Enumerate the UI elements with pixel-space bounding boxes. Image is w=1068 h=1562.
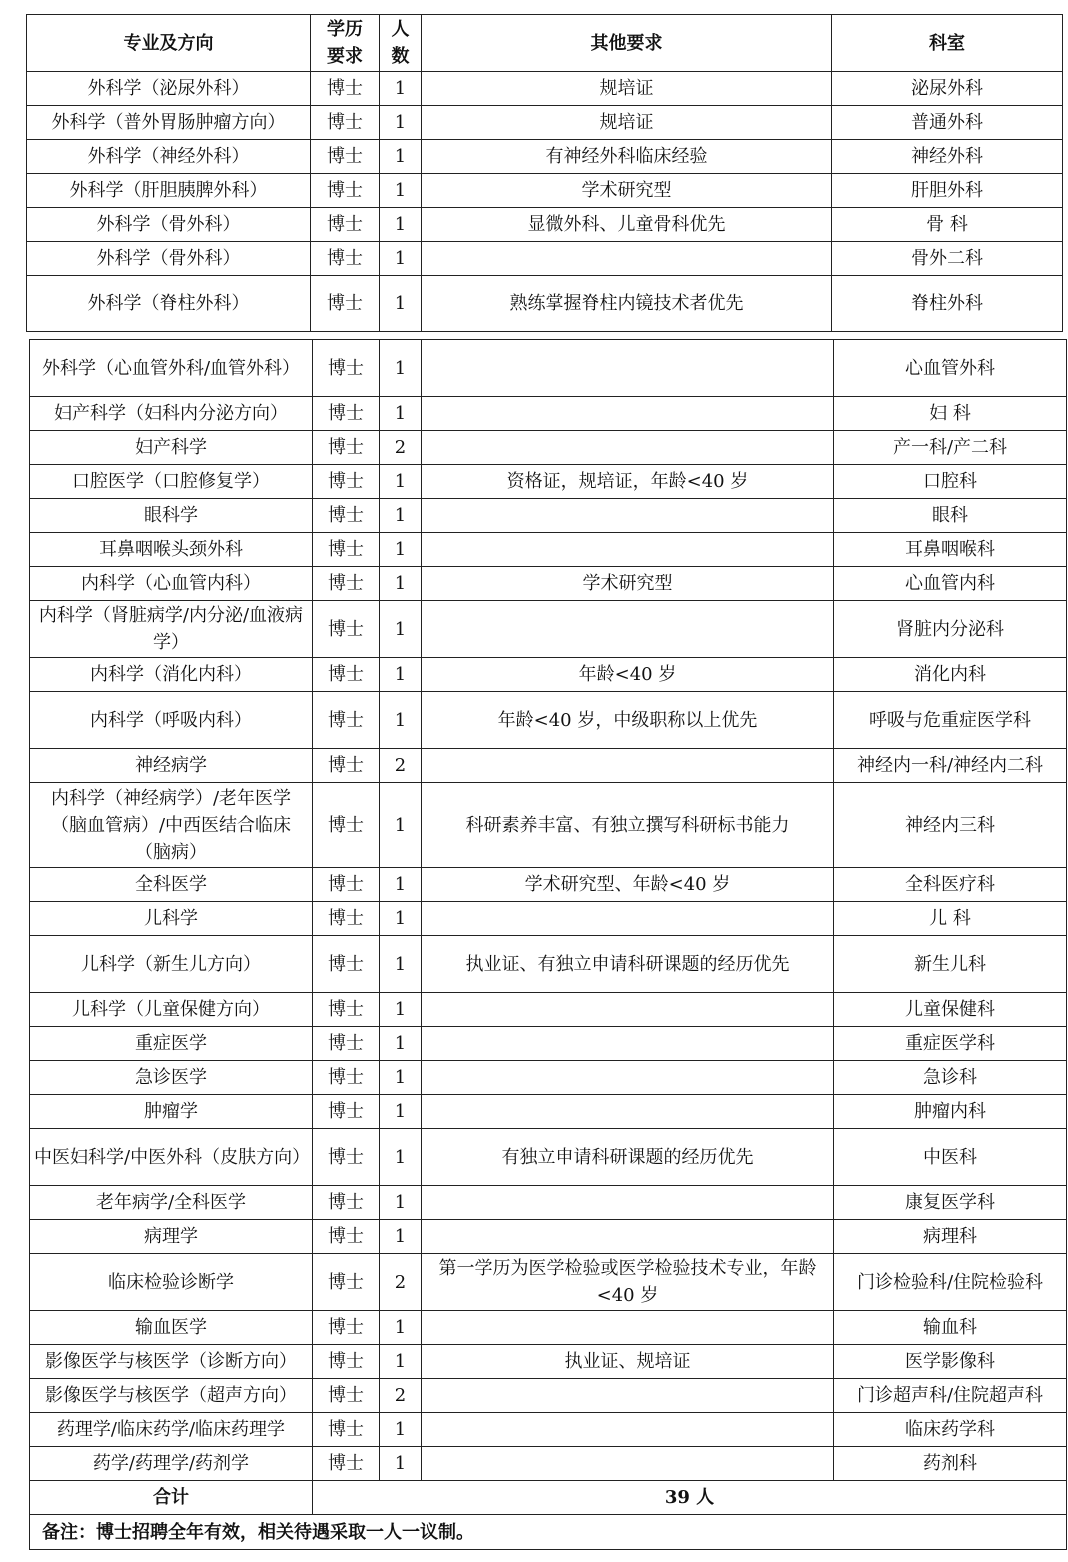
degree-cell: 博士 <box>313 431 380 465</box>
major-cell: 外科学（泌尿外科） <box>27 72 311 106</box>
degree-cell: 博士 <box>313 692 380 749</box>
table-row <box>30 1061 1067 1095</box>
count-cell: 1 <box>380 533 422 567</box>
degree-cell: 博士 <box>313 936 380 993</box>
other-requirements-cell: 学术研究型、年龄<40 岁 <box>422 868 834 902</box>
department-cell: 医学影像科 <box>834 1345 1067 1379</box>
count-cell: 1 <box>380 242 422 276</box>
table-row <box>27 72 1063 106</box>
degree-cell: 博士 <box>311 106 380 140</box>
major-cell: 外科学（骨外科） <box>27 208 311 242</box>
department-cell: 心血管内科 <box>834 567 1067 601</box>
major-cell: 外科学（心血管外科/血管外科） <box>30 340 313 397</box>
major-cell: 影像医学与核医学（超声方向） <box>30 1379 313 1413</box>
other-requirements-cell: 学术研究型 <box>422 174 832 208</box>
count-cell: 1 <box>380 276 422 332</box>
major-cell: 急诊医学 <box>30 1061 313 1095</box>
department-cell: 临床药学科 <box>834 1413 1067 1447</box>
count-cell: 1 <box>380 1027 422 1061</box>
other-requirements-cell <box>422 533 834 567</box>
count-cell: 1 <box>380 140 422 174</box>
other-requirements-cell: 执业证、有独立申请科研课题的经历优先 <box>422 936 834 993</box>
table-row <box>30 1345 1067 1379</box>
department-cell: 骨 科 <box>832 208 1063 242</box>
department-cell: 普通外科 <box>832 106 1063 140</box>
table-row <box>27 276 1063 332</box>
table-row <box>30 533 1067 567</box>
other-requirements-cell: 有神经外科临床经验 <box>422 140 832 174</box>
count-cell: 1 <box>380 340 422 397</box>
degree-cell: 博士 <box>313 1447 380 1481</box>
major-cell: 外科学（骨外科） <box>27 242 311 276</box>
count-cell: 1 <box>380 1186 422 1220</box>
degree-cell: 博士 <box>313 1061 380 1095</box>
department-cell: 心血管外科 <box>834 340 1067 397</box>
count-cell: 1 <box>380 936 422 993</box>
major-cell: 儿科学（儿童保健方向） <box>30 993 313 1027</box>
other-requirements-cell <box>422 1311 834 1345</box>
other-requirements-cell <box>422 1061 834 1095</box>
other-requirements-cell <box>422 1027 834 1061</box>
department-cell: 儿 科 <box>834 902 1067 936</box>
department-cell: 眼科 <box>834 499 1067 533</box>
table-row <box>30 1311 1067 1345</box>
department-cell: 妇 科 <box>834 397 1067 431</box>
major-cell: 妇产科学（妇科内分泌方向） <box>30 397 313 431</box>
table-row <box>30 658 1067 692</box>
department-cell: 新生儿科 <box>834 936 1067 993</box>
table-row <box>30 1220 1067 1254</box>
count-cell: 1 <box>380 397 422 431</box>
department-cell: 产一科/产二科 <box>834 431 1067 465</box>
table-row <box>30 601 1067 658</box>
degree-cell: 博士 <box>313 1413 380 1447</box>
other-requirements-cell: 科研素养丰富、有独立撰写科研标书能力 <box>422 783 834 868</box>
degree-cell: 博士 <box>313 1311 380 1345</box>
count-cell: 1 <box>380 1220 422 1254</box>
table-body-part-2 <box>30 340 1067 1481</box>
other-requirements-cell <box>422 431 834 465</box>
department-cell: 门诊超声科/住院超声科 <box>834 1379 1067 1413</box>
count-cell: 1 <box>380 658 422 692</box>
note-text: 备注：博士招聘全年有效，相关待遇采取一人一议制。 <box>30 1515 1067 1550</box>
degree-cell: 博士 <box>313 1186 380 1220</box>
degree-cell: 博士 <box>313 499 380 533</box>
table-row <box>27 208 1063 242</box>
header-degree: 学历 要求 <box>311 15 380 72</box>
count-cell: 1 <box>380 783 422 868</box>
major-cell: 重症医学 <box>30 1027 313 1061</box>
header-major: 专业及方向 <box>27 15 311 72</box>
degree-cell: 博士 <box>313 340 380 397</box>
count-cell: 1 <box>380 1413 422 1447</box>
major-cell: 外科学（肝胆胰脾外科） <box>27 174 311 208</box>
other-requirements-cell <box>422 1413 834 1447</box>
table-row <box>30 936 1067 993</box>
major-cell: 神经病学 <box>30 749 313 783</box>
degree-cell: 博士 <box>313 1345 380 1379</box>
degree-cell: 博士 <box>313 1095 380 1129</box>
count-cell: 2 <box>380 1254 422 1311</box>
other-requirements-cell: 有独立申请科研课题的经历优先 <box>422 1129 834 1186</box>
other-requirements-cell: 执业证、规培证 <box>422 1345 834 1379</box>
table-row <box>30 397 1067 431</box>
degree-cell: 博士 <box>313 601 380 658</box>
table-row <box>27 242 1063 276</box>
table-row <box>30 1413 1067 1447</box>
major-cell: 儿科学 <box>30 902 313 936</box>
table-row <box>30 499 1067 533</box>
major-cell: 临床检验诊断学 <box>30 1254 313 1311</box>
count-cell: 1 <box>380 72 422 106</box>
count-cell: 1 <box>380 868 422 902</box>
table-row <box>27 174 1063 208</box>
degree-cell: 博士 <box>313 567 380 601</box>
other-requirements-cell <box>422 397 834 431</box>
degree-cell: 博士 <box>311 72 380 106</box>
table-row <box>30 567 1067 601</box>
major-cell: 老年病学/全科医学 <box>30 1186 313 1220</box>
other-requirements-cell: 规培证 <box>422 106 832 140</box>
department-cell: 呼吸与危重症医学科 <box>834 692 1067 749</box>
table-row <box>27 106 1063 140</box>
other-requirements-cell <box>422 1186 834 1220</box>
department-cell: 神经内三科 <box>834 783 1067 868</box>
department-cell: 耳鼻咽喉科 <box>834 533 1067 567</box>
other-requirements-cell <box>422 1220 834 1254</box>
department-cell: 急诊科 <box>834 1061 1067 1095</box>
other-requirements-cell: 资格证，规培证，年龄<40 岁 <box>422 465 834 499</box>
count-cell: 1 <box>380 499 422 533</box>
count-cell: 1 <box>380 106 422 140</box>
major-cell: 儿科学（新生儿方向） <box>30 936 313 993</box>
recruitment-table-part-2 <box>29 339 1067 1550</box>
major-cell: 内科学（呼吸内科） <box>30 692 313 749</box>
other-requirements-cell: 年龄<40 岁 <box>422 658 834 692</box>
table-row <box>30 868 1067 902</box>
count-cell: 1 <box>380 567 422 601</box>
header-department: 科室 <box>832 15 1063 72</box>
major-cell: 外科学（神经外科） <box>27 140 311 174</box>
department-cell: 病理科 <box>834 1220 1067 1254</box>
major-cell: 全科医学 <box>30 868 313 902</box>
table-row <box>30 783 1067 868</box>
table-row <box>30 749 1067 783</box>
count-cell: 2 <box>380 749 422 783</box>
degree-cell: 博士 <box>311 276 380 332</box>
department-cell: 肝胆外科 <box>832 174 1063 208</box>
department-cell: 全科医疗科 <box>834 868 1067 902</box>
major-cell: 内科学（神经病学）/老年医学（脑血管病）/中西医结合临床（脑病） <box>30 783 313 868</box>
degree-cell: 博士 <box>313 783 380 868</box>
major-cell: 病理学 <box>30 1220 313 1254</box>
other-requirements-cell <box>422 601 834 658</box>
table-row <box>30 1254 1067 1311</box>
count-cell: 1 <box>380 1095 422 1129</box>
other-requirements-cell: 年龄<40 岁，中级职称以上优先 <box>422 692 834 749</box>
table-row <box>30 1186 1067 1220</box>
major-cell: 内科学（肾脏病学/内分泌/血液病学） <box>30 601 313 658</box>
other-requirements-cell: 熟练掌握脊柱内镜技术者优先 <box>422 276 832 332</box>
major-cell: 眼科学 <box>30 499 313 533</box>
recruitment-table-part-1 <box>26 14 1063 332</box>
table-row <box>30 340 1067 397</box>
major-cell: 输血医学 <box>30 1311 313 1345</box>
major-cell: 药理学/临床药学/临床药理学 <box>30 1413 313 1447</box>
degree-cell: 博士 <box>311 242 380 276</box>
count-cell: 2 <box>380 1379 422 1413</box>
count-cell: 1 <box>380 692 422 749</box>
table-row <box>30 1095 1067 1129</box>
department-cell: 骨外二科 <box>832 242 1063 276</box>
department-cell: 门诊检验科/住院检验科 <box>834 1254 1067 1311</box>
degree-cell: 博士 <box>313 868 380 902</box>
department-cell: 中医科 <box>834 1129 1067 1186</box>
count-cell: 1 <box>380 993 422 1027</box>
degree-cell: 博士 <box>313 1129 380 1186</box>
major-cell: 肿瘤学 <box>30 1095 313 1129</box>
count-cell: 1 <box>380 208 422 242</box>
department-cell: 康复医学科 <box>834 1186 1067 1220</box>
department-cell: 肾脏内分泌科 <box>834 601 1067 658</box>
department-cell: 消化内科 <box>834 658 1067 692</box>
major-cell: 内科学（消化内科） <box>30 658 313 692</box>
degree-cell: 博士 <box>313 993 380 1027</box>
count-cell: 2 <box>380 431 422 465</box>
degree-cell: 博士 <box>313 902 380 936</box>
table-row <box>30 431 1067 465</box>
count-cell: 1 <box>380 174 422 208</box>
department-cell: 口腔科 <box>834 465 1067 499</box>
other-requirements-cell <box>422 499 834 533</box>
degree-cell: 博士 <box>313 1254 380 1311</box>
degree-cell: 博士 <box>313 397 380 431</box>
table-row <box>30 1027 1067 1061</box>
table-row <box>30 1379 1067 1413</box>
count-cell: 1 <box>380 601 422 658</box>
other-requirements-cell <box>422 1379 834 1413</box>
other-requirements-cell: 显微外科、儿童骨科优先 <box>422 208 832 242</box>
other-requirements-cell <box>422 242 832 276</box>
count-cell: 1 <box>380 1345 422 1379</box>
table-row <box>30 1447 1067 1481</box>
total-label: 合计 <box>30 1481 313 1515</box>
major-cell: 妇产科学 <box>30 431 313 465</box>
department-cell: 泌尿外科 <box>832 72 1063 106</box>
major-cell: 外科学（普外胃肠肿瘤方向） <box>27 106 311 140</box>
other-requirements-cell <box>422 1095 834 1129</box>
header-row <box>27 15 1063 72</box>
degree-cell: 博士 <box>311 208 380 242</box>
other-requirements-cell <box>422 749 834 783</box>
department-cell: 重症医学科 <box>834 1027 1067 1061</box>
major-cell: 中医妇科学/中医外科（皮肤方向） <box>30 1129 313 1186</box>
table-row <box>30 692 1067 749</box>
other-requirements-cell <box>422 902 834 936</box>
department-cell: 神经外科 <box>832 140 1063 174</box>
other-requirements-cell: 第一学历为医学检验或医学检验技术专业，年龄<40 岁 <box>422 1254 834 1311</box>
count-cell: 1 <box>380 1447 422 1481</box>
count-cell: 1 <box>380 1311 422 1345</box>
table-row <box>27 140 1063 174</box>
other-requirements-cell: 学术研究型 <box>422 567 834 601</box>
major-cell: 口腔医学（口腔修复学） <box>30 465 313 499</box>
major-cell: 耳鼻咽喉头颈外科 <box>30 533 313 567</box>
department-cell: 药剂科 <box>834 1447 1067 1481</box>
note-row <box>30 1515 1067 1550</box>
degree-cell: 博士 <box>313 749 380 783</box>
department-cell: 脊柱外科 <box>832 276 1063 332</box>
header-count: 人 数 <box>380 15 422 72</box>
count-cell: 1 <box>380 1061 422 1095</box>
degree-cell: 博士 <box>313 1220 380 1254</box>
major-cell: 影像医学与核医学（诊断方向） <box>30 1345 313 1379</box>
total-value: 39 人 <box>313 1481 1067 1515</box>
major-cell: 内科学（心血管内科） <box>30 567 313 601</box>
count-cell: 1 <box>380 902 422 936</box>
department-cell: 神经内一科/神经内二科 <box>834 749 1067 783</box>
table-body-part-1 <box>27 72 1063 332</box>
other-requirements-cell: 规培证 <box>422 72 832 106</box>
degree-cell: 博士 <box>313 1379 380 1413</box>
degree-cell: 博士 <box>313 1027 380 1061</box>
count-cell: 1 <box>380 1129 422 1186</box>
header-other-requirements: 其他要求 <box>422 15 832 72</box>
total-row <box>30 1481 1067 1515</box>
other-requirements-cell <box>422 340 834 397</box>
other-requirements-cell <box>422 993 834 1027</box>
table-row <box>30 902 1067 936</box>
degree-cell: 博士 <box>311 174 380 208</box>
count-cell: 1 <box>380 465 422 499</box>
table-row <box>30 465 1067 499</box>
degree-cell: 博士 <box>313 465 380 499</box>
other-requirements-cell <box>422 1447 834 1481</box>
department-cell: 输血科 <box>834 1311 1067 1345</box>
department-cell: 儿童保健科 <box>834 993 1067 1027</box>
table-row <box>30 1129 1067 1186</box>
table-row <box>30 993 1067 1027</box>
degree-cell: 博士 <box>313 533 380 567</box>
degree-cell: 博士 <box>311 140 380 174</box>
major-cell: 外科学（脊柱外科） <box>27 276 311 332</box>
major-cell: 药学/药理学/药剂学 <box>30 1447 313 1481</box>
department-cell: 肿瘤内科 <box>834 1095 1067 1129</box>
degree-cell: 博士 <box>313 658 380 692</box>
